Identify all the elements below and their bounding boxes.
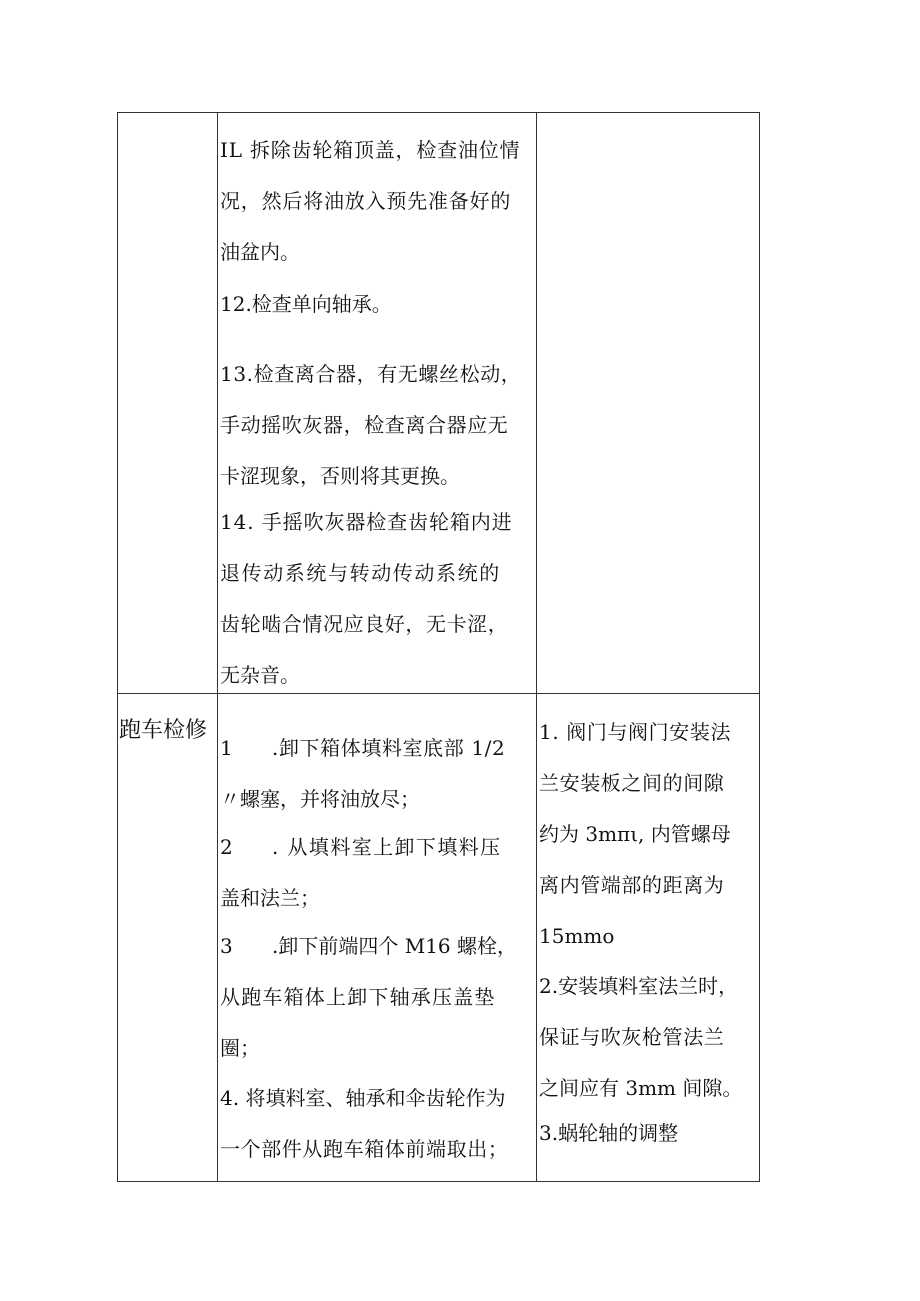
standard-item [539,719,731,950]
standard-line: 约为 3mπι, 内管螺母 [539,822,731,846]
step-number: 1 [220,736,233,760]
step-line: .卸下箱体填料室底部 1/2 [272,736,506,760]
step-item [220,291,392,318]
step-line: 退传动系统与转动传动系统的 [220,561,501,585]
standard-line: 1. 阀门与阀门安装法 [539,720,732,744]
step-line: .卸下前端四个 M16 螺栓， [272,934,517,958]
standard-line: 之间应有 3mm 间隙。 [539,1076,743,1100]
step-number: 2 [220,835,233,859]
row-divider [118,693,759,694]
standard-line: 保证与吹灰枪管法兰 [539,1025,725,1049]
step-line: 况，然后将油放入预先准备好的 [220,189,512,213]
step-item [220,137,520,266]
standards-cell-row2 [539,695,759,1181]
step-item [220,509,513,689]
steps-cell-row2 [220,695,534,1181]
step-line: 圈； [220,1036,260,1060]
standard-line: 15mmo [539,924,615,948]
step-line: 手动摇吹灰器，检查离合器应无 [220,413,509,437]
step-number: 3 [220,934,233,958]
step-line: 〃螺塞，并将油放尽； [220,787,420,811]
column-divider [217,113,218,1181]
standard-line: 2.安装填料室法兰时， [539,974,739,998]
steps-cell-row1 [220,113,534,691]
standard-item [539,973,742,1102]
row-label: 跑车检修 [119,718,208,743]
step-line: 一个部件从跑车箱体前端取出； [220,1137,509,1161]
step-line: . 从填料室上卸下填料压 [272,835,502,859]
step-line: 13.检查离合器，有无螺丝松动， [220,362,522,386]
step-line: IL 拆除齿轮箱顶盖，检查油位情 [220,138,521,162]
standard-line: 离内管端部的距离为 [539,873,725,897]
step-line: 油盆内。 [220,240,300,264]
standard-item [539,1120,678,1147]
maintenance-table [117,112,760,1182]
step-line: 盖和法兰； [220,886,320,910]
step-item [220,361,521,490]
standard-line: 兰安装板之间的间隙 [539,771,725,795]
step-line: 14. 手摇吹灰器检查齿轮箱内进 [220,510,513,534]
step-line: 卡涩现象，否则将其更换。 [220,464,460,488]
column-divider [536,113,537,1181]
step-line: 12.检查单向轴承。 [220,292,392,316]
step-line: 从跑车箱体上卸下轴承压盖垫 [220,985,496,1009]
step-line: 4. 将填料室、轴承和伞齿轮作为 [220,1086,506,1110]
step-line: 无杂音。 [220,663,300,687]
standard-line: 3.蜗轮轴的调整 [539,1121,679,1145]
step-line: 齿轮啮合情况应良好，无卡涩， [220,612,509,636]
